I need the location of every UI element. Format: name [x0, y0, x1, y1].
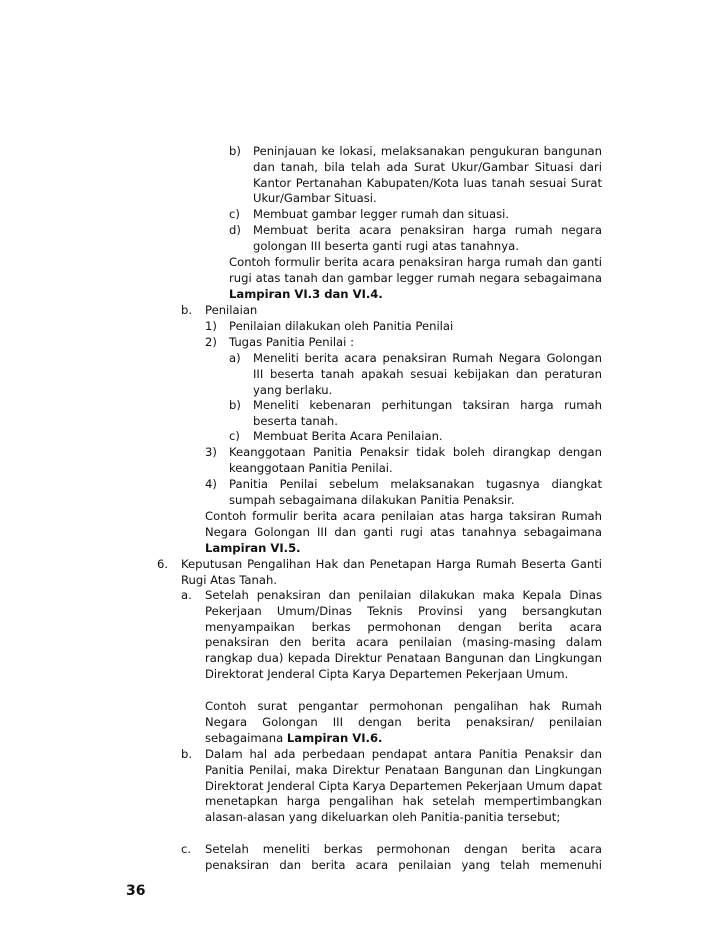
list-item-text: Tugas Panitia Penilai : — [229, 335, 354, 349]
list-item-text: Keanggotaan Panitia Penaksir tidak boleh dirangkap dengan keanggotaan Panitia Penilai. — [229, 445, 602, 475]
paragraph-text: Contoh surat pengantar permohonan pengalihan hak Rumah Negara Golongan III dengan berita penaksiran/ penilaian sebagaimana — [205, 699, 602, 745]
list-marker: 3) — [205, 445, 217, 459]
list-item-text: Membuat gambar legger rumah dan situasi. — [253, 207, 510, 221]
list-marker: c) — [229, 207, 240, 221]
list-marker: b. — [181, 303, 193, 317]
list-marker: c. — [181, 842, 192, 856]
list-marker: 6. — [157, 557, 169, 571]
list-item-text: Membuat Berita Acara Penilaian. — [253, 429, 443, 443]
example-paragraph — [205, 699, 602, 746]
list-item-text: Setelah penaksiran dan penilaian dilakukan maka Kepala Dinas Pekerjaan Umum/Dinas Teknis Provinsi yang bersangkutan menyampaikan berkas permohonan dengan berita acara penaksiran den berita acara penilaian (masing-masing dalam rangkap dua) kepada Direktur Penataan Bangunan dan Lingkungan Direktorat Jenderal Cipta Karya Departemen Pekerjaan Umum. — [205, 588, 602, 681]
list-marker: b) — [229, 398, 241, 412]
list-marker: b. — [181, 747, 193, 761]
list-marker: d) — [229, 223, 241, 237]
list-marker: c) — [229, 429, 240, 443]
list-marker: a. — [181, 588, 192, 602]
section-heading: Penilaian — [205, 303, 258, 317]
list-item-text: Penilaian dilakukan oleh Panitia Penilai — [229, 319, 454, 333]
list-marker: 1) — [205, 319, 217, 333]
paragraph-text: Contoh formulir berita acara penaksiran harga rumah dan ganti rugi atas tanah dan gambar legger rumah negara sebagaimana — [229, 255, 602, 285]
list-marker: a) — [229, 351, 241, 365]
list-item-text: Meneliti berita acara penaksiran Rumah Negara Golongan III beserta tanah apakah sesuai kebijakan dan peraturan yang berlaku. — [253, 351, 602, 397]
list-item-text: Membuat berita acara penaksiran harga rumah negara golongan III beserta ganti rugi atas tanahnya. — [253, 223, 602, 253]
section-heading: Keputusan Pengalihan Hak dan Penetapan Harga Rumah Beserta Ganti Rugi Atas Tanah. — [181, 557, 602, 587]
list-marker: 4) — [205, 477, 217, 491]
list-item-text: Peninjauan ke lokasi, melaksanakan pengukuran bangunan dan tanah, bila telah ada Surat Ukur/Gambar Situasi dari Kantor Pertanahan Kabupaten/Kota luas tanah sesuai Surat Ukur/Gambar Situasi. — [253, 144, 602, 206]
list-item-text: Meneliti kebenaran perhitungan taksiran harga rumah beserta tanah. — [253, 398, 602, 428]
example-paragraph — [205, 509, 602, 556]
list-item-text: Panitia Penilai sebelum melaksanakan tugasnya diangkat sumpah sebagaimana dilakukan Panitia Penaksir. — [229, 477, 602, 507]
page-number: 36 — [126, 883, 146, 899]
list-item-text: Dalam hal ada perbedaan pendapat antara Panitia Penaksir dan Panitia Penilai, maka Direktur Penataan Bangunan dan Lingkungan Direktorat Jenderal Cipta Karya Departemen Pekerjaan Umum dapat menetapkan harga pengalihan hak setelah mempertimbangkan alasan-alasan yang dikeluarkan oleh Panitia-panitia tersebut; — [205, 747, 602, 825]
appendix-reference: Lampiran VI.5. — [205, 540, 301, 555]
list-marker: 2) — [205, 335, 217, 349]
list-item-text: Setelah meneliti berkas permohonan dengan berita acara penaksiran dan berita acara penilaian yang telah memenuhi — [205, 842, 602, 872]
appendix-reference: Lampiran VI.6. — [286, 730, 383, 745]
paragraph-text: Contoh formulir berita acara penilaian atas harga taksiran Rumah Negara Golongan III dan ganti rugi atas tanahnya sebagaimana — [205, 509, 602, 539]
list-marker: b) — [229, 144, 241, 158]
example-paragraph — [229, 255, 602, 302]
appendix-reference: Lampiran VI.3 dan VI.4. — [229, 286, 383, 301]
